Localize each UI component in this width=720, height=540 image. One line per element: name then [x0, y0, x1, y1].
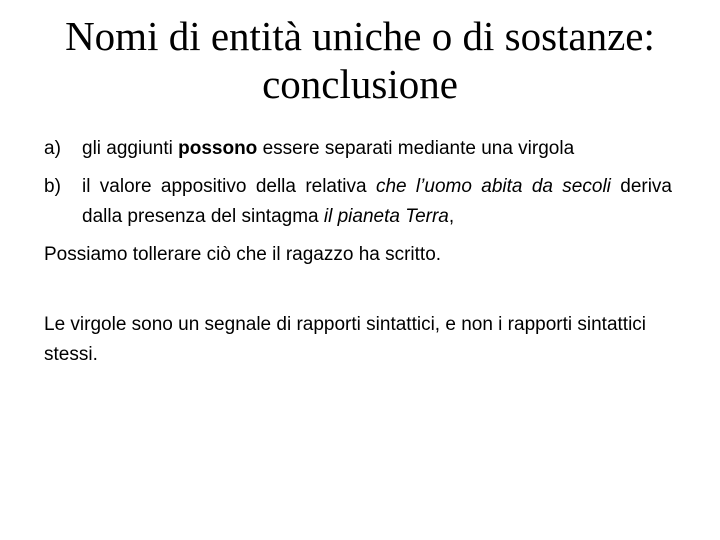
list-marker-a: a)	[44, 138, 61, 159]
item-a-text-part2: essere separati mediante una virgola	[257, 138, 575, 159]
title-line-2: conclusione	[262, 61, 458, 107]
paragraph-example: Possiamo tollerare ciò che il ragazzo ha scritto.	[44, 244, 442, 265]
item-b-italic-relative: che l’uomo abita da secoli	[375, 176, 611, 197]
item-b-text-part3: ,	[448, 206, 455, 227]
paragraph-conclusion: Le virgole sono un segnale di rapporti sintattici, e non i rapporti sintattici stessi.	[44, 314, 647, 365]
slide-title	[20, 12, 700, 108]
title-line-1: Nomi di entità uniche o di sostanze:	[65, 13, 655, 59]
list-item-a-text	[82, 134, 672, 164]
item-b-italic-phrase: il pianeta Terra	[323, 206, 449, 227]
item-b-text-part1: il valore appositivo della relativa	[82, 176, 376, 197]
list-item-a	[44, 134, 672, 164]
item-a-bold-word: possono	[178, 138, 258, 159]
item-b-text-part2: deriva dalla presenza del sintagma	[82, 176, 672, 227]
list-marker-b: b)	[44, 176, 61, 197]
list-item-b-text	[82, 172, 672, 232]
spacer	[44, 270, 672, 310]
list-item-b	[44, 172, 672, 232]
item-a-text-part1: gli aggiunti	[82, 138, 179, 159]
slide-body	[44, 134, 672, 370]
